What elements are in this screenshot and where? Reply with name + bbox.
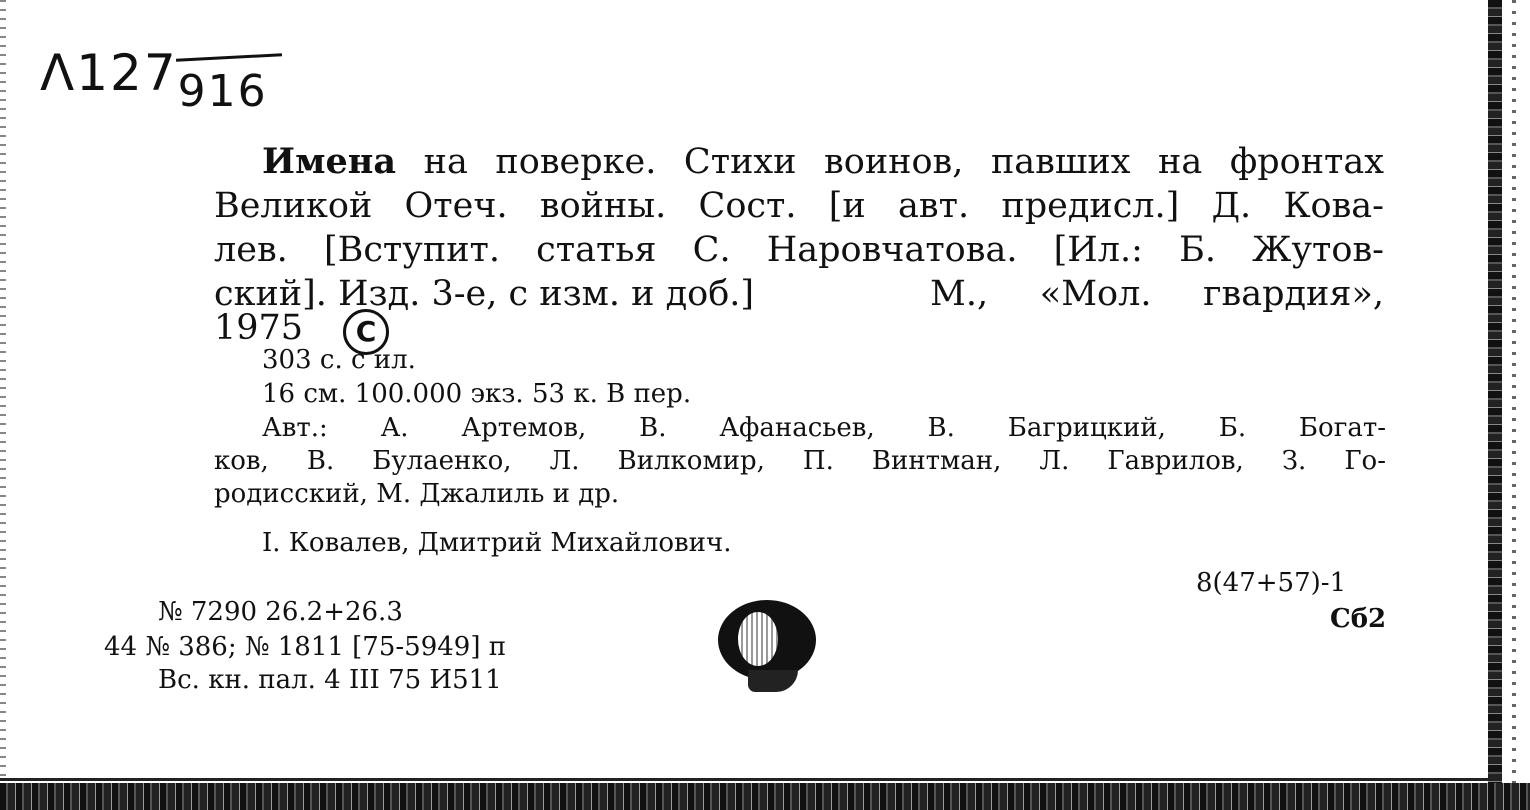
classification-code: 8(47+57)-1 bbox=[1196, 568, 1347, 598]
description-line-1 bbox=[262, 140, 1384, 184]
shelfmark-main: Λ127 bbox=[40, 44, 178, 102]
authors-text-2: ков, В. Булаенко, Л. Вилкомир, П. Винтман, Л. Гаврилов, З. Го- bbox=[214, 446, 1386, 476]
format-line: 16 см. 100.000 экз. 53 к. В пер. bbox=[262, 379, 692, 409]
scan-edge-bottom bbox=[0, 783, 1530, 810]
authors-line-2 bbox=[214, 446, 1386, 476]
title-word: Имена bbox=[262, 141, 397, 182]
publication-year: 1975 bbox=[214, 308, 304, 348]
library-stamp bbox=[718, 600, 816, 696]
classification-mark: Сб2 bbox=[1330, 604, 1387, 634]
shelfmark-sub: 916 bbox=[177, 66, 268, 117]
description-year bbox=[214, 306, 303, 350]
handwritten-shelfmark bbox=[40, 44, 268, 117]
tracing-entry: I. Ковалев, Дмитрий Михайлович. bbox=[262, 528, 732, 558]
copyright-icon: C bbox=[343, 309, 389, 355]
catalog-line-2: 44 № 386; № 1811 [75-5949] п bbox=[104, 632, 507, 662]
scan-edge-right-secondary bbox=[1512, 0, 1516, 810]
description-text-2: Великой Отеч. войны. Сост. [и авт. предисл.] Д. Кова- bbox=[214, 186, 1384, 226]
authors-line-1 bbox=[262, 413, 1386, 443]
card-bottom-border bbox=[0, 778, 1500, 781]
stamp-tail bbox=[748, 670, 798, 692]
scan-edge-right bbox=[1488, 0, 1502, 810]
catalog-line-3: Вс. кн. пал. 4 III 75 И511 bbox=[158, 665, 502, 695]
description-line-3 bbox=[214, 228, 1384, 272]
description-text-4: ский]. Изд. 3-е, с изм. и доб.] bbox=[214, 274, 755, 314]
scan-edge-left bbox=[0, 0, 6, 810]
catalog-line-1: № 7290 26.2+26.3 bbox=[158, 597, 403, 627]
description-line-4-right bbox=[930, 272, 1384, 316]
authors-text-1: Авт.: А. Артемов, В. Афанасьев, В. Багрицкий, Б. Богат- bbox=[262, 413, 1386, 443]
authors-line-3: родисский, М. Джалиль и др. bbox=[214, 479, 620, 509]
publisher-imprint: М., «Мол. гвардия», bbox=[930, 274, 1384, 314]
description-text-3: лев. [Вступит. статья С. Наровчатова. [Ил.: Б. Жутов- bbox=[214, 230, 1384, 270]
description-line-2 bbox=[214, 184, 1384, 228]
title-rest: на поверке. Стихи воинов, павших на фронтах bbox=[423, 142, 1384, 182]
pages-line: 303 с. с ил. bbox=[262, 345, 416, 375]
stamp-hole bbox=[738, 612, 778, 666]
